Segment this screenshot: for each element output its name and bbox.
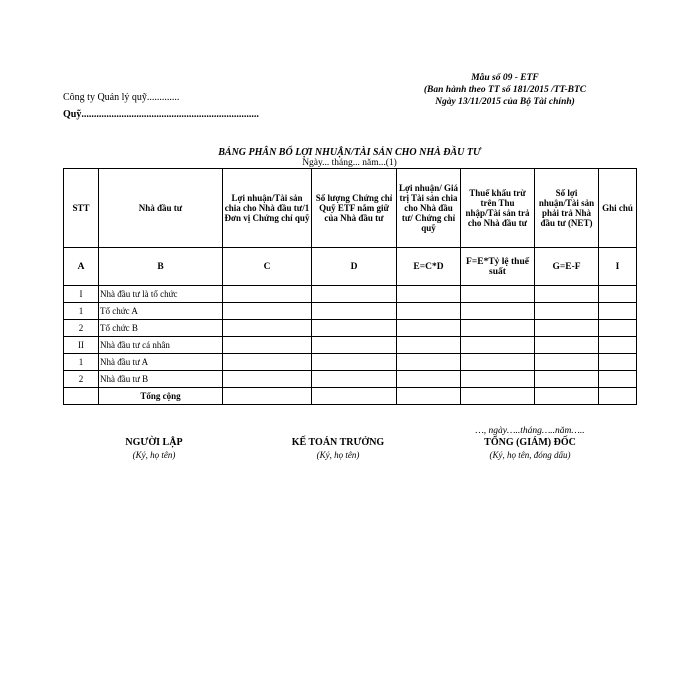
empty-cell xyxy=(223,303,312,320)
header-cell: Nhà đầu tư xyxy=(99,169,223,248)
investor-cell: Nhà đầu tư là tổ chức xyxy=(99,286,223,303)
table-row xyxy=(64,371,637,388)
preparer-signature xyxy=(64,437,244,460)
empty-cell xyxy=(397,320,461,337)
stt-cell: 1 xyxy=(64,354,99,371)
empty-cell xyxy=(312,388,397,405)
code-cell: I xyxy=(599,248,637,286)
empty-cell xyxy=(535,371,599,388)
header-cell: STT xyxy=(64,169,99,248)
preparer-note: (Ký, họ tên) xyxy=(132,450,176,460)
empty-cell xyxy=(312,354,397,371)
empty-cell xyxy=(535,337,599,354)
empty-cell xyxy=(461,354,535,371)
table-row xyxy=(64,286,637,303)
empty-cell xyxy=(397,303,461,320)
director-note: (Ký, họ tên, đóng dấu) xyxy=(489,450,571,460)
chief-accountant-role: KẾ TOÁN TRƯỞNG xyxy=(291,437,385,448)
document-title: BẢNG PHÂN BỔ LỢI NHUẬN/TÀI SẢN CHO NHÀ ĐẦU TƯ xyxy=(218,147,481,158)
empty-cell xyxy=(599,286,637,303)
empty-cell xyxy=(223,388,312,405)
code-cell: C xyxy=(223,248,312,286)
empty-cell xyxy=(535,303,599,320)
chief-accountant-note: (Ký, họ tên) xyxy=(316,450,360,460)
empty-cell xyxy=(535,388,599,405)
header-cell: Số lượng Chứng chỉ Quỹ ETF nắm giữ của Nhà đầu tư xyxy=(312,169,397,248)
stt-cell: 1 xyxy=(64,303,99,320)
stt-cell: 2 xyxy=(64,371,99,388)
investor-cell: Tổ chức B xyxy=(99,320,223,337)
form-number: Mẫu số 09 - ETF xyxy=(471,73,539,83)
table-row xyxy=(64,303,637,320)
empty-cell xyxy=(461,337,535,354)
investor-cell: Nhà đầu tư B xyxy=(99,371,223,388)
table-row xyxy=(64,320,637,337)
empty-cell xyxy=(223,354,312,371)
code-cell: A xyxy=(64,248,99,286)
empty-cell xyxy=(397,337,461,354)
header-cell: Lợi nhuận/ Giá trị Tài sản chia cho Nhà đầu tư/ Chứng chỉ quỹ xyxy=(397,169,461,248)
empty-cell xyxy=(312,371,397,388)
stt-cell: 2 xyxy=(64,320,99,337)
empty-cell xyxy=(223,371,312,388)
company-line: Công ty Quản lý quỹ............. xyxy=(63,92,180,103)
total-row xyxy=(64,388,637,405)
fund-line: Quỹ....................................................................... xyxy=(63,109,259,120)
form-issued-by: (Ban hành theo TT số 181/2015 /TT-BTC xyxy=(423,85,587,95)
code-cell: G=E-F xyxy=(535,248,599,286)
form-reference xyxy=(400,72,610,108)
empty-cell xyxy=(223,286,312,303)
empty-cell xyxy=(599,371,637,388)
empty-cell xyxy=(461,388,535,405)
empty-cell xyxy=(599,337,637,354)
empty-cell xyxy=(535,320,599,337)
total-label: Tổng cộng xyxy=(99,388,223,405)
empty-cell xyxy=(312,286,397,303)
empty-cell xyxy=(64,388,99,405)
empty-cell xyxy=(461,303,535,320)
code-cell: F=E*Tỷ lệ thuế suất xyxy=(461,248,535,286)
empty-cell xyxy=(397,371,461,388)
empty-cell xyxy=(535,354,599,371)
empty-cell xyxy=(312,303,397,320)
empty-cell xyxy=(312,337,397,354)
empty-cell xyxy=(461,320,535,337)
header-cell: Thuế khấu trừ trên Thu nhập/Tài sản trả cho Nhà đầu tư xyxy=(461,169,535,248)
header-cell: Ghi chú xyxy=(599,169,637,248)
code-cell: E=C*D xyxy=(397,248,461,286)
empty-cell xyxy=(397,354,461,371)
stt-cell: I xyxy=(64,286,99,303)
table-header-row xyxy=(64,169,637,248)
stt-cell: II xyxy=(64,337,99,354)
document-date: Ngày... tháng... năm...(1) xyxy=(302,158,397,168)
header-cell: Số lợi nhuận/Tài sản phải trả Nhà đầu tư (NET) xyxy=(535,169,599,248)
empty-cell xyxy=(599,303,637,320)
empty-cell xyxy=(461,371,535,388)
investor-cell: Nhà đầu tư cá nhân xyxy=(99,337,223,354)
empty-cell xyxy=(223,337,312,354)
empty-cell xyxy=(312,320,397,337)
empty-cell xyxy=(397,388,461,405)
table-row xyxy=(64,354,637,371)
empty-cell xyxy=(599,354,637,371)
header-cell: Lợi nhuận/Tài sản chia cho Nhà đầu tư/1 Đơn vị Chứng chỉ quỹ xyxy=(223,169,312,248)
director-signature xyxy=(440,437,620,460)
allocation-table xyxy=(63,168,637,405)
investor-cell: Tổ chức A xyxy=(99,303,223,320)
code-cell: D xyxy=(312,248,397,286)
preparer-role: NGƯỜI LẬP xyxy=(125,437,183,448)
table-code-row xyxy=(64,248,637,286)
director-role: TỔNG (GIÁM) ĐỐC xyxy=(484,437,576,448)
empty-cell xyxy=(535,286,599,303)
empty-cell xyxy=(599,320,637,337)
signature-date-line: …, ngày…..tháng…..năm….. xyxy=(475,426,585,436)
empty-cell xyxy=(599,388,637,405)
form-issued-date: Ngày 13/11/2015 của Bộ Tài chính) xyxy=(435,97,575,107)
empty-cell xyxy=(223,320,312,337)
code-cell: B xyxy=(99,248,223,286)
chief-accountant-signature xyxy=(248,437,428,460)
investor-cell: Nhà đầu tư A xyxy=(99,354,223,371)
empty-cell xyxy=(461,286,535,303)
table-row xyxy=(64,337,637,354)
empty-cell xyxy=(397,286,461,303)
